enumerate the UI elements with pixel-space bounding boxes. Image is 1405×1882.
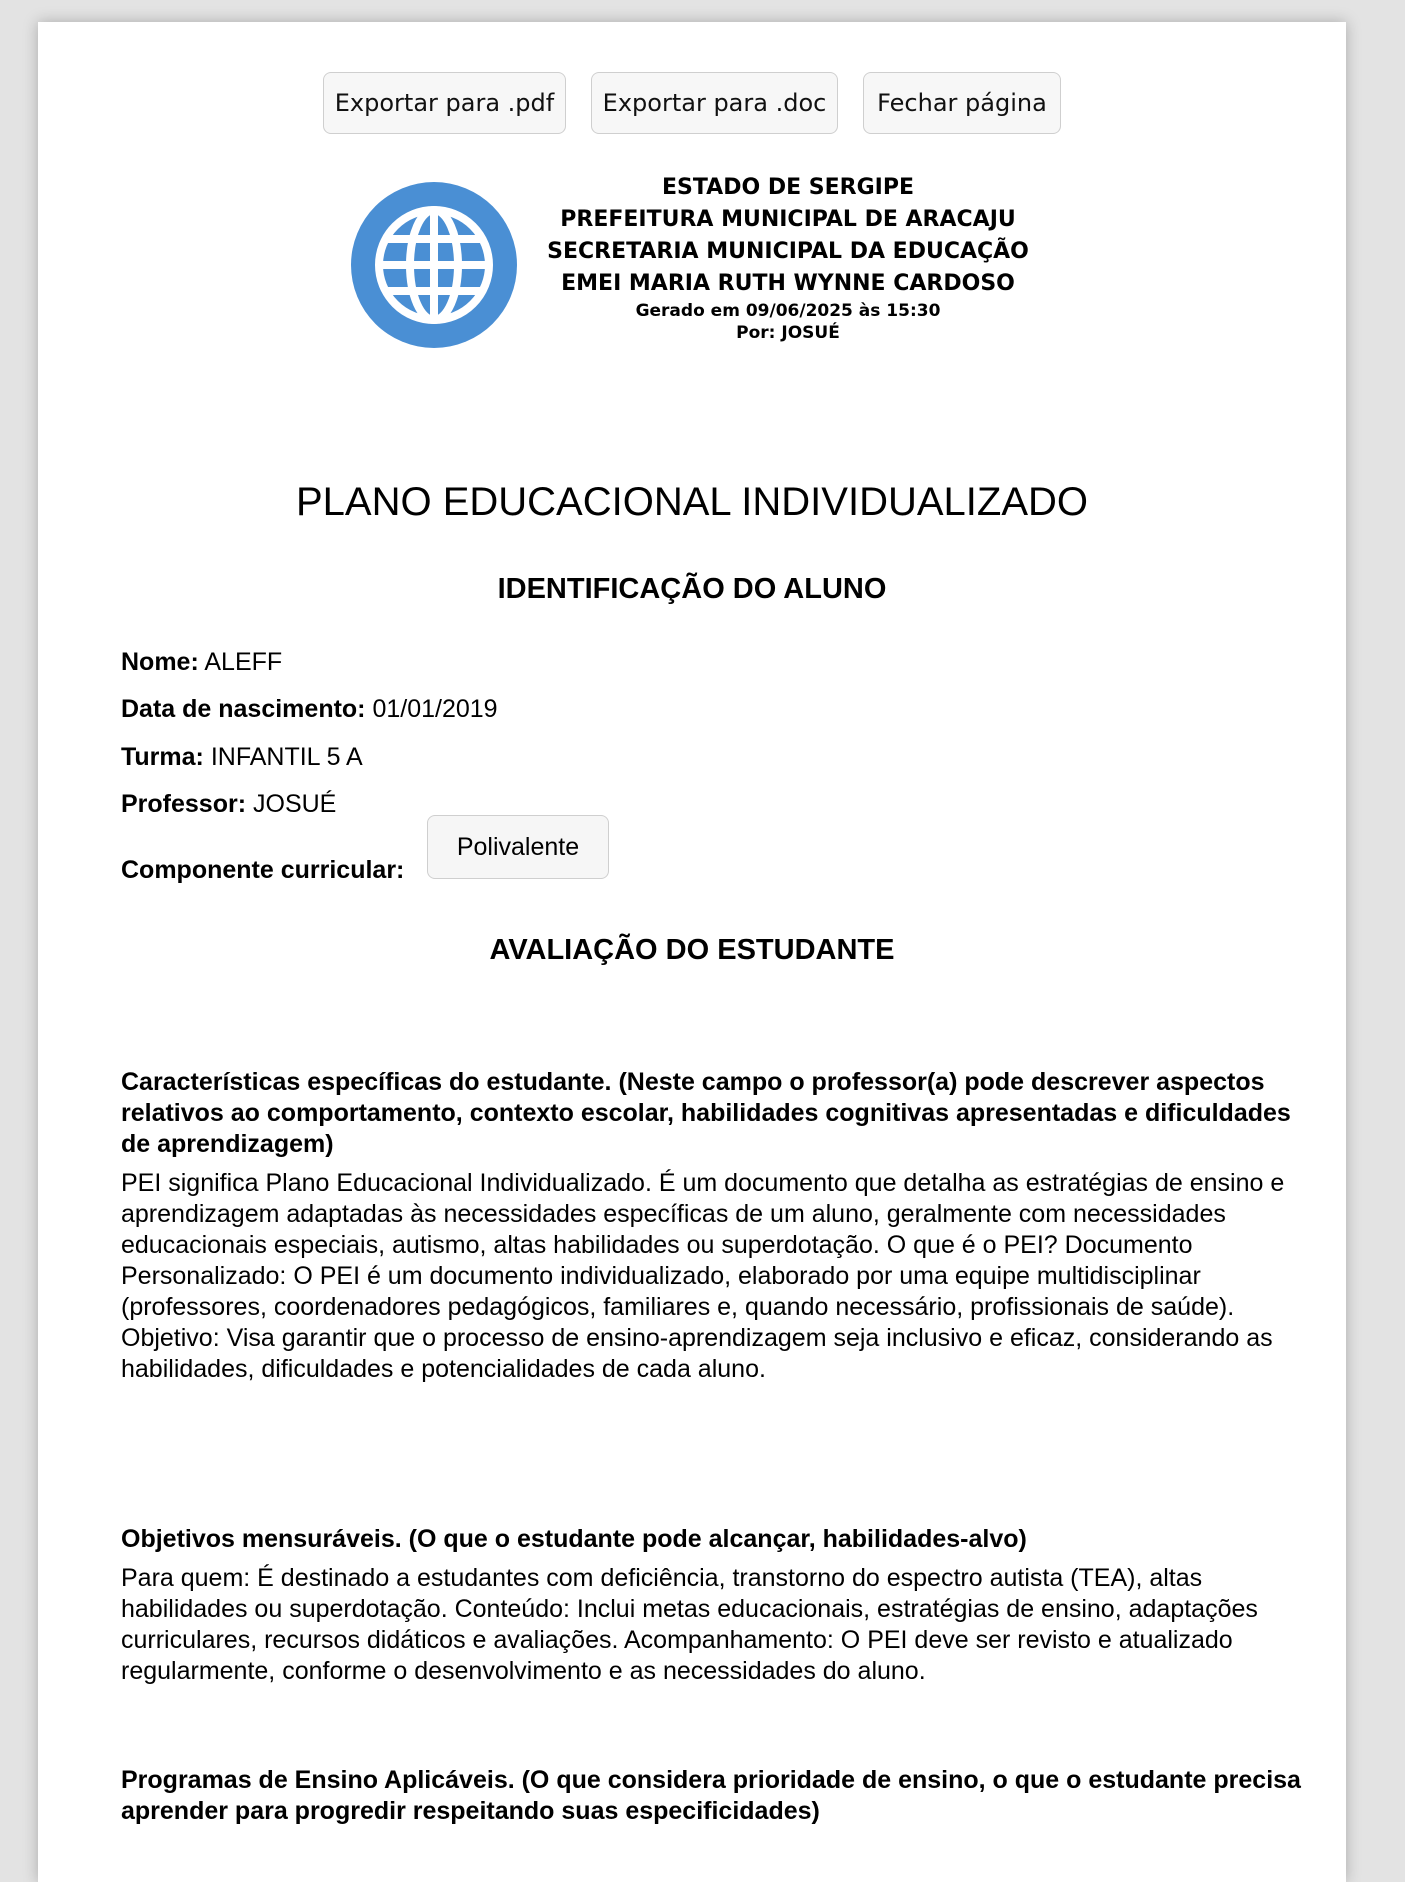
section-question: Programas de Ensino Aplicáveis. (O que considera prioridade de ensino, o que o estudante precisa aprender para progredir respeitando suas especificidades) xyxy=(121,1766,1301,1825)
header-secretariat: SECRETARIA MUNICIPAL DA EDUCAÇÃO xyxy=(547,239,1029,264)
section-answer: Para quem: É destinado a estudantes com deficiência, transtorno do espectro autista (TEA), altas habilidades ou superdotação. Conteúdo: Inclui metas educacionais, estratégias de ensino, adaptações curriculares, recursos didáticos e avaliações. Acompanhamento: O PEI deve ser revisto e atualizado regularmente, conforme o desenvolvimento e as necessidades do aluno. xyxy=(121,1564,1258,1685)
close-page-button[interactable]: Fechar página xyxy=(863,72,1061,134)
name-label: Nome: xyxy=(121,648,199,676)
header-text xyxy=(518,172,1058,344)
section-characteristics xyxy=(121,1067,1321,1385)
class-label: Turma: xyxy=(121,743,204,771)
teacher-value: JOSUÉ xyxy=(253,790,337,818)
student-section-title: IDENTIFICAÇÃO DO ALUNO xyxy=(497,573,887,605)
birthdate-field xyxy=(121,695,498,724)
class-field xyxy=(121,743,363,772)
name-field xyxy=(121,648,282,677)
teacher-label: Professor: xyxy=(121,790,247,818)
evaluation-section-title: AVALIAÇÃO DO ESTUDANTE xyxy=(489,934,895,966)
section-programs xyxy=(121,1765,1321,1827)
export-doc-button[interactable]: Exportar para .doc xyxy=(591,72,838,134)
document-header xyxy=(38,172,1346,372)
header-author: Por: JOSUÉ xyxy=(736,323,840,343)
globe-icon xyxy=(351,182,517,348)
section-question: Objetivos mensuráveis. (O que o estudante pode alcançar, habilidades-alvo) xyxy=(121,1525,1027,1553)
component-field xyxy=(121,856,404,885)
name-value: ALEFF xyxy=(204,648,283,676)
birthdate-label: Data de nascimento: xyxy=(121,695,366,723)
header-school: EMEI MARIA RUTH WYNNE CARDOSO xyxy=(561,271,1015,296)
section-question: Características específicas do estudante. (Neste campo o professor(a) pode descrever aspectos relativos ao comportamento, contexto escolar, habilidades cognitivas apresentadas e dificuldades de aprendizagem) xyxy=(121,1068,1291,1158)
section-objectives xyxy=(121,1524,1321,1687)
component-label: Componente curricular: xyxy=(121,856,405,884)
teacher-field xyxy=(121,790,336,819)
class-value: INFANTIL 5 A xyxy=(210,743,363,771)
document-title: PLANO EDUCACIONAL INDIVIDUALIZADO xyxy=(295,480,1088,524)
header-state: ESTADO DE SERGIPE xyxy=(662,175,914,200)
export-pdf-button[interactable]: Exportar para .pdf xyxy=(323,72,566,134)
header-generated: Gerado em 09/06/2025 às 15:30 xyxy=(635,301,941,321)
component-button[interactable]: Polivalente xyxy=(427,815,609,879)
header-prefecture: PREFEITURA MUNICIPAL DE ARACAJU xyxy=(560,207,1016,232)
birthdate-value: 01/01/2019 xyxy=(372,695,498,723)
document-page xyxy=(38,22,1346,1882)
section-answer: PEI significa Plano Educacional Individualizado. É um documento que detalha as estratégias de ensino e aprendizagem adaptadas às necessidades específicas de um aluno, geralmente com necessidades educacionais especiais, autismo, altas habilidades ou superdotação. O que é o PEI? Documento Personalizado: O PEI é um documento individualizado, elaborado por uma equipe multidisciplinar (professores, coordenadores pedagógicos, familiares e, quando necessário, profissionais de saúde). Objetivo: Visa garantir que o processo de ensino-aprendizagem seja inclusivo e eficaz, considerando as habilidades, dificuldades e potencialidades de cada aluno. xyxy=(121,1169,1285,1383)
